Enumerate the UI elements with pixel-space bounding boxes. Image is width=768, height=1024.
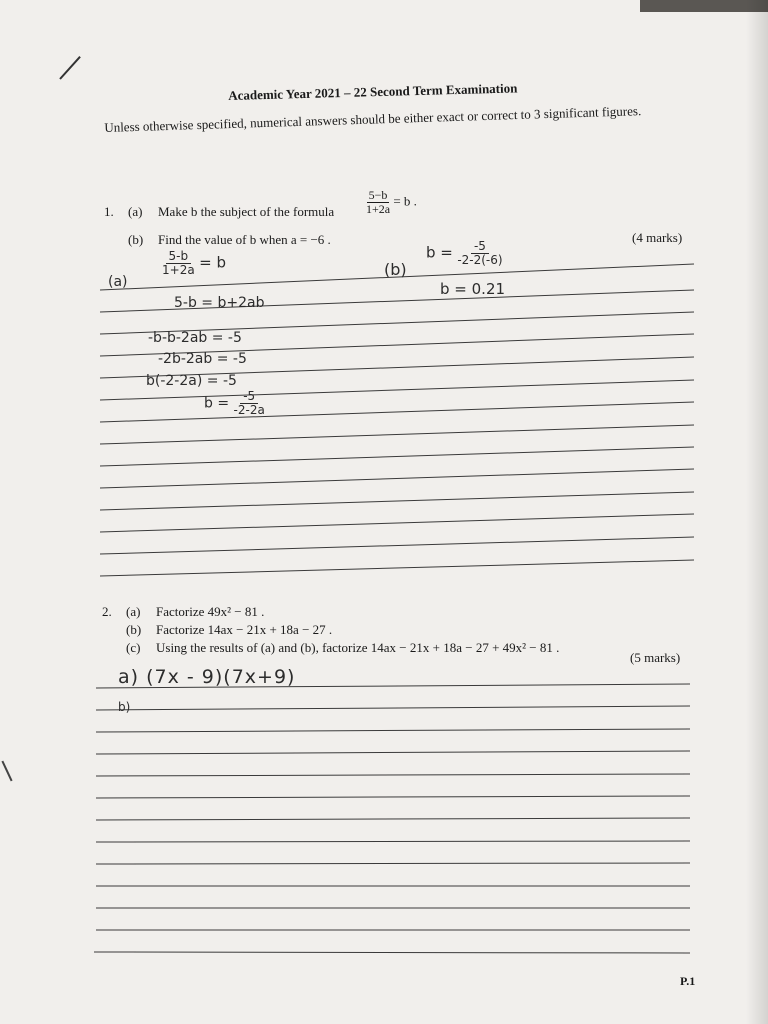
q1a-text: Make b the subject of the formula (158, 204, 335, 219)
q2-line (96, 863, 690, 864)
q2-line (96, 729, 690, 732)
q1a-fraction-denominator: 1+2a (366, 202, 391, 216)
q2-line (96, 706, 690, 710)
hw-q1a-equation (162, 250, 226, 277)
hw-q1-step1: 5-b = b+2ab (174, 295, 265, 311)
hw-q1b-tag: (b) (384, 260, 407, 279)
hw-q1a-numerator: 5-b (166, 250, 192, 264)
q1-line (100, 514, 694, 532)
q1-line (100, 492, 694, 510)
q2c-label: (c) (126, 640, 141, 655)
hw-q1-step5-denominator: -2-2a (233, 403, 265, 417)
hw-q1-step5-fraction (234, 390, 265, 417)
q1a-formula-rhs: = b . (393, 193, 417, 209)
q2-line (96, 751, 690, 754)
q1-line (100, 402, 694, 422)
hw-q2b-tag: b) (118, 700, 131, 714)
q1-line (100, 537, 694, 554)
page-number: P.1 (680, 974, 696, 988)
hw-q1a-rhs: = b (199, 253, 226, 272)
q1b-label: (b) (128, 232, 144, 247)
q1a-label: (a) (128, 204, 143, 219)
q2c-text: Using the results of (a) and (b), factorize 14ax − 21x + 18a − 27 + 49x² − 81 . (156, 640, 560, 655)
q2-line (96, 796, 690, 798)
q2a-label: (a) (126, 604, 141, 619)
q2-line (96, 818, 690, 820)
q1-line (100, 447, 694, 466)
q1-line (100, 425, 694, 444)
hw-q1b-lhs: b = (426, 243, 453, 262)
q2-marks: (5 marks) (630, 650, 681, 665)
exam-instructions: Unless otherwise specified, numerical answers should be either exact or correct to 3 significant figures. (104, 103, 642, 135)
hw-q1b-numerator: -5 (471, 240, 489, 254)
hw-q2a-answer: a) (7x - 9)(7x+9) (118, 666, 296, 688)
q2-line (96, 841, 690, 842)
hw-q1-step5 (204, 390, 265, 417)
q1-marks: (4 marks) (632, 230, 683, 245)
q2-line (96, 774, 690, 776)
hw-q1a-tag: (a) (108, 274, 128, 290)
q1-number: 1. (104, 204, 114, 219)
hw-q1b-fraction (457, 240, 502, 267)
hw-q1b-equation (426, 240, 503, 267)
hw-q1a-fraction (162, 250, 195, 277)
q2-line (94, 952, 690, 953)
hw-q1-step3: -2b-2ab = -5 (158, 351, 247, 367)
q2b-label: (b) (126, 622, 142, 637)
hw-q1-step5-lhs: b = (204, 395, 230, 412)
hw-q1a-denominator: 1+2a (162, 263, 195, 277)
hw-q1b-result: b = 0.21 (440, 280, 506, 298)
hw-q1b-denominator: -2-2(-6) (457, 253, 503, 267)
hw-q1-step5-numerator: -5 (240, 390, 258, 404)
q2b-text: Factorize 14ax − 21x + 18a − 27 . (156, 622, 333, 637)
exam-title: Academic Year 2021 – 22 Second Term Examination (228, 80, 518, 103)
q1-line (100, 560, 694, 576)
q2a-text: Factorize 49x² − 81 . (156, 604, 265, 619)
q1a-fraction-numerator: 5−b (368, 188, 388, 202)
hw-q1-step2: -b-b-2ab = -5 (148, 330, 242, 346)
q2-number: 2. (102, 604, 112, 619)
q1-line (100, 469, 694, 488)
hw-q1-step4: b(-2-2a) = -5 (146, 373, 237, 389)
q1b-text: Find the value of b when a = −6 . (158, 232, 331, 247)
